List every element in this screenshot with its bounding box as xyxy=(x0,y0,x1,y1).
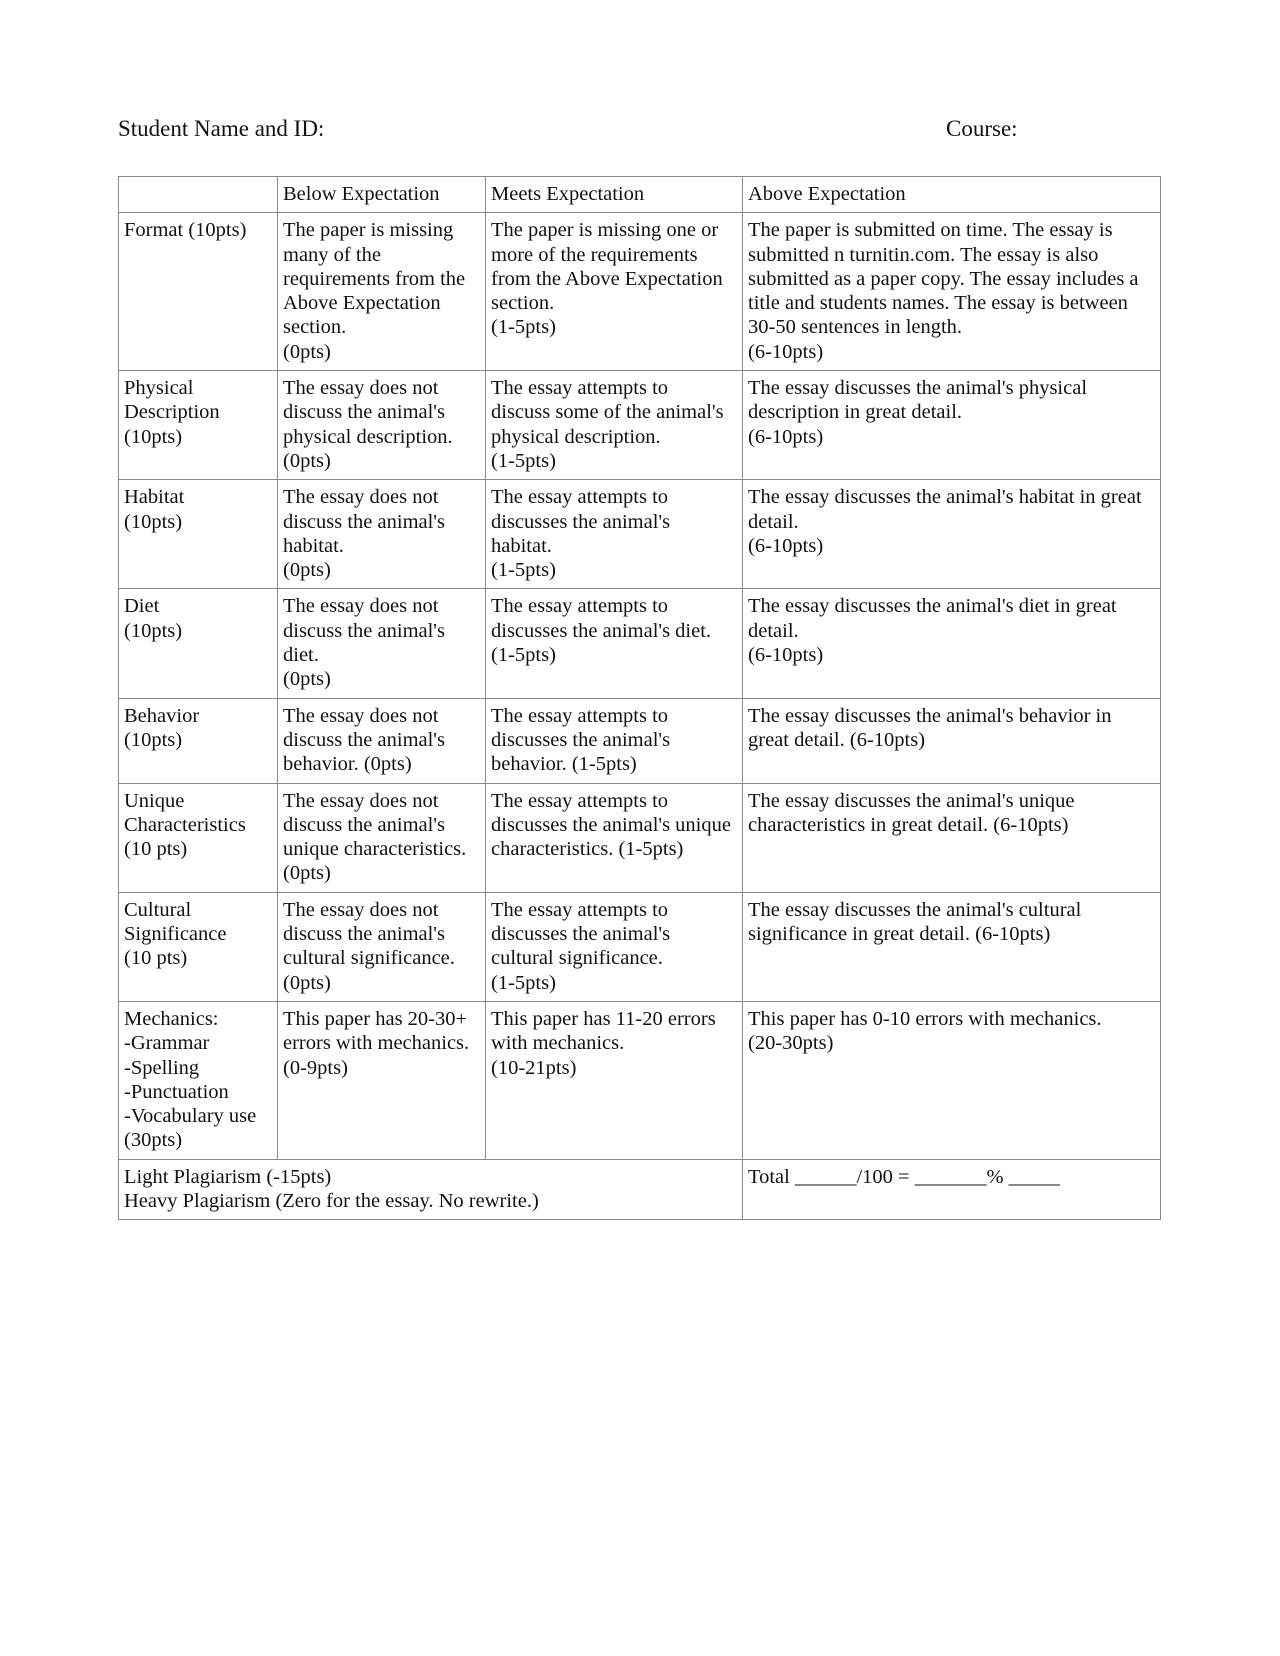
cell-text-line: requirements from the xyxy=(283,267,466,290)
cell-text-line: (0-9pts) xyxy=(283,1056,348,1079)
cell-text-line: discuss some of the animal's xyxy=(491,401,724,424)
above-expectation-cell xyxy=(743,213,1161,371)
cell-text-line: The essay attempts to xyxy=(491,789,669,812)
cell-text-line: physical description. xyxy=(491,425,661,448)
rubric-row xyxy=(119,892,1161,1001)
cell-text-line: discuss the animal's xyxy=(283,923,445,946)
cell-text-line: (1-5pts) xyxy=(491,316,556,339)
cell-text-line: cultural significance. xyxy=(491,947,663,970)
column-header-category xyxy=(119,177,278,213)
cell-text-line: (0pts) xyxy=(283,340,331,363)
above-expectation-cell xyxy=(743,892,1161,1001)
meets-expectation-cell xyxy=(486,213,743,371)
cell-text-line: -Grammar xyxy=(124,1032,210,1055)
column-header-above: Above Expectation xyxy=(743,177,1161,213)
cell-text-line: (30pts) xyxy=(124,1129,183,1152)
cell-text-line: Unique xyxy=(124,789,185,812)
cell-text-line: significance in great detail. (6-10pts) xyxy=(748,923,1051,946)
below-expectation-cell xyxy=(278,589,486,698)
cell-text-line: The essay attempts to xyxy=(491,595,669,618)
cell-text-line: discusses the animal's xyxy=(491,728,671,751)
cell-text-line: characteristics. (1-5pts) xyxy=(491,838,684,861)
cell-text-line: discuss the animal's xyxy=(283,813,445,836)
cell-text-line: Mechanics: xyxy=(124,1007,219,1030)
rubric-row xyxy=(119,698,1161,783)
cell-text-line: Behavior xyxy=(124,704,200,727)
cell-text-line: (0pts) xyxy=(283,971,331,994)
cell-text-line: physical description. xyxy=(283,425,453,448)
cell-text-line: with mechanics. xyxy=(491,1032,625,1055)
category-cell xyxy=(119,783,278,892)
cell-text-line: This paper has 11-20 errors xyxy=(491,1007,716,1030)
cell-text-line: The essay attempts to xyxy=(491,898,669,921)
rubric-body xyxy=(119,213,1161,1159)
cell-text-line: more of the requirements xyxy=(491,243,698,266)
cell-text-line: (10 pts) xyxy=(124,838,188,861)
cell-text-line: title and students names. The essay is between xyxy=(748,292,1128,315)
cell-text-line: (0pts) xyxy=(283,862,331,885)
meets-expectation-cell xyxy=(486,480,743,589)
cell-text-line: habitat. xyxy=(283,534,344,557)
cell-text-line: (0pts) xyxy=(283,559,331,582)
cell-text-line: 30-50 sentences in length. xyxy=(748,316,963,339)
cell-text-line: unique characteristics. xyxy=(283,838,467,861)
category-cell xyxy=(119,480,278,589)
cell-text-line: (6-10pts) xyxy=(748,340,824,363)
rubric-row xyxy=(119,589,1161,698)
cell-text-line: The essay discusses the animal's cultural xyxy=(748,898,1082,921)
category-cell xyxy=(119,589,278,698)
rubric-table xyxy=(118,176,1161,1220)
cell-text-line: detail. xyxy=(748,510,799,533)
cell-text-line: (10pts) xyxy=(124,619,183,642)
cell-text-line: Significance xyxy=(124,923,227,946)
above-expectation-cell xyxy=(743,698,1161,783)
cell-text-line: many of the xyxy=(283,243,381,266)
meets-expectation-cell xyxy=(486,371,743,480)
rubric-header-row xyxy=(119,177,1161,213)
cell-text-line: discuss the animal's xyxy=(283,510,445,533)
cell-text-line: The essay does not xyxy=(283,486,439,509)
cell-text-line: Description xyxy=(124,401,220,424)
form-header xyxy=(118,116,1162,148)
cell-text-line: Characteristics xyxy=(124,813,246,836)
cell-text-line: Format (10pts) xyxy=(124,219,247,242)
cell-text-line: This paper has 0-10 errors with mechanics. xyxy=(748,1007,1102,1030)
cell-text-line: (10pts) xyxy=(124,425,183,448)
cell-text-line: (10pts) xyxy=(124,510,183,533)
light-plagiarism-text: Light Plagiarism (-15pts) xyxy=(124,1165,332,1188)
category-cell xyxy=(119,371,278,480)
cell-text-line: The essay discusses the animal's habitat in great xyxy=(748,486,1142,509)
meets-expectation-cell xyxy=(486,1001,743,1159)
cell-text-line: description in great detail. xyxy=(748,401,963,424)
cell-text-line: discuss the animal's xyxy=(283,401,445,424)
cell-text-line: discuss the animal's xyxy=(283,728,445,751)
below-expectation-cell xyxy=(278,892,486,1001)
cell-text-line: diet. xyxy=(283,644,319,667)
cell-text-line: from the Above Expectation xyxy=(491,267,723,290)
rubric-row xyxy=(119,480,1161,589)
cell-text-line: cultural significance. xyxy=(283,947,455,970)
cell-text-line: The essay attempts to xyxy=(491,377,669,400)
cell-text-line: discuss the animal's xyxy=(283,619,445,642)
cell-text-line: (6-10pts) xyxy=(748,425,824,448)
cell-text-line: (6-10pts) xyxy=(748,644,824,667)
heavy-plagiarism-text: Heavy Plagiarism (Zero for the essay. No rewrite.) xyxy=(124,1189,539,1212)
cell-text-line: The essay discusses the animal's unique xyxy=(748,789,1075,812)
cell-text-line: The paper is missing one or xyxy=(491,219,719,242)
meets-expectation-cell xyxy=(486,698,743,783)
meets-expectation-cell xyxy=(486,783,743,892)
category-cell xyxy=(119,892,278,1001)
cell-text-line: (0pts) xyxy=(283,449,331,472)
cell-text-line: The essay attempts to xyxy=(491,704,669,727)
meets-expectation-cell xyxy=(486,589,743,698)
cell-text-line: behavior. (0pts) xyxy=(283,753,412,776)
cell-text-line: (10 pts) xyxy=(124,947,188,970)
below-expectation-cell xyxy=(278,371,486,480)
cell-text-line: section. xyxy=(283,316,347,339)
cell-text-line: (6-10pts) xyxy=(748,534,824,557)
course-label: Course: xyxy=(946,116,1018,141)
cell-text-line: (1-5pts) xyxy=(491,449,556,472)
meets-expectation-cell xyxy=(486,892,743,1001)
rubric-row xyxy=(119,371,1161,480)
below-expectation-cell xyxy=(278,783,486,892)
cell-text-line: The essay does not xyxy=(283,595,439,618)
below-expectation-cell xyxy=(278,480,486,589)
cell-text-line: (10pts) xyxy=(124,728,183,751)
below-expectation-cell xyxy=(278,1001,486,1159)
cell-text-line: errors with mechanics. xyxy=(283,1032,470,1055)
rubric-row xyxy=(119,1001,1161,1159)
above-expectation-cell xyxy=(743,589,1161,698)
cell-text-line: great detail. (6-10pts) xyxy=(748,728,926,751)
cell-text-line: (10-21pts) xyxy=(491,1056,577,1079)
cell-text-line: The essay discusses the animal's diet in great xyxy=(748,595,1117,618)
column-header-meets: Meets Expectation xyxy=(486,177,743,213)
cell-text-line: The essay does not xyxy=(283,789,439,812)
cell-text-line: The essay does not xyxy=(283,377,439,400)
cell-text-line: The paper is missing xyxy=(283,219,454,242)
cell-text-line: -Punctuation xyxy=(124,1080,229,1103)
cell-text-line: Habitat xyxy=(124,486,185,509)
below-expectation-cell xyxy=(278,698,486,783)
below-expectation-cell xyxy=(278,213,486,371)
cell-text-line: The essay attempts to xyxy=(491,486,669,509)
plagiarism-cell xyxy=(119,1159,743,1220)
rubric-footer-row xyxy=(119,1159,1161,1220)
cell-text-line: Physical xyxy=(124,377,194,400)
category-cell xyxy=(119,1001,278,1159)
cell-text-line: discusses the animal's unique xyxy=(491,813,731,836)
cell-text-line: characteristics in great detail. (6-10pts) xyxy=(748,813,1069,836)
column-header-below: Below Expectation xyxy=(278,177,486,213)
cell-text-line: Diet xyxy=(124,595,160,618)
cell-text-line: discusses the animal's diet. xyxy=(491,619,712,642)
cell-text-line: (0pts) xyxy=(283,668,331,691)
cell-text-line: habitat. xyxy=(491,534,552,557)
cell-text-line: The paper is submitted on time. The essay is xyxy=(748,219,1113,242)
above-expectation-cell xyxy=(743,1001,1161,1159)
above-expectation-cell xyxy=(743,371,1161,480)
cell-text-line: This paper has 20-30+ xyxy=(283,1007,468,1030)
cell-text-line: behavior. (1-5pts) xyxy=(491,753,637,776)
above-expectation-cell xyxy=(743,783,1161,892)
student-name-id-label: Student Name and ID: xyxy=(118,116,325,141)
above-expectation-cell xyxy=(743,480,1161,589)
cell-text-line: (1-5pts) xyxy=(491,644,556,667)
cell-text-line: The essay discusses the animal's physical xyxy=(748,377,1088,400)
cell-text-line: (1-5pts) xyxy=(491,559,556,582)
cell-text-line: (20-30pts) xyxy=(748,1032,834,1055)
category-cell xyxy=(119,698,278,783)
cell-text-line: Cultural xyxy=(124,898,192,921)
cell-text-line: (1-5pts) xyxy=(491,971,556,994)
rubric-row xyxy=(119,783,1161,892)
cell-text-line: -Vocabulary use xyxy=(124,1105,257,1128)
cell-text-line: discusses the animal's xyxy=(491,510,671,533)
cell-text-line: The essay does not xyxy=(283,704,439,727)
cell-text-line: submitted as a paper copy. The essay includes a xyxy=(748,267,1139,290)
category-cell xyxy=(119,213,278,371)
cell-text-line: The essay does not xyxy=(283,898,439,921)
rubric-row xyxy=(119,213,1161,371)
cell-text-line: discusses the animal's xyxy=(491,923,671,946)
total-score-cell: Total ______/100 = _______% _____ xyxy=(743,1159,1161,1220)
cell-text-line: detail. xyxy=(748,619,799,642)
cell-text-line: submitted n turnitin.com. The essay is also xyxy=(748,243,1099,266)
cell-text-line: -Spelling xyxy=(124,1056,200,1079)
cell-text-line: The essay discusses the animal's behavior in xyxy=(748,704,1112,727)
cell-text-line: Above Expectation xyxy=(283,292,441,315)
cell-text-line: section. xyxy=(491,292,555,315)
